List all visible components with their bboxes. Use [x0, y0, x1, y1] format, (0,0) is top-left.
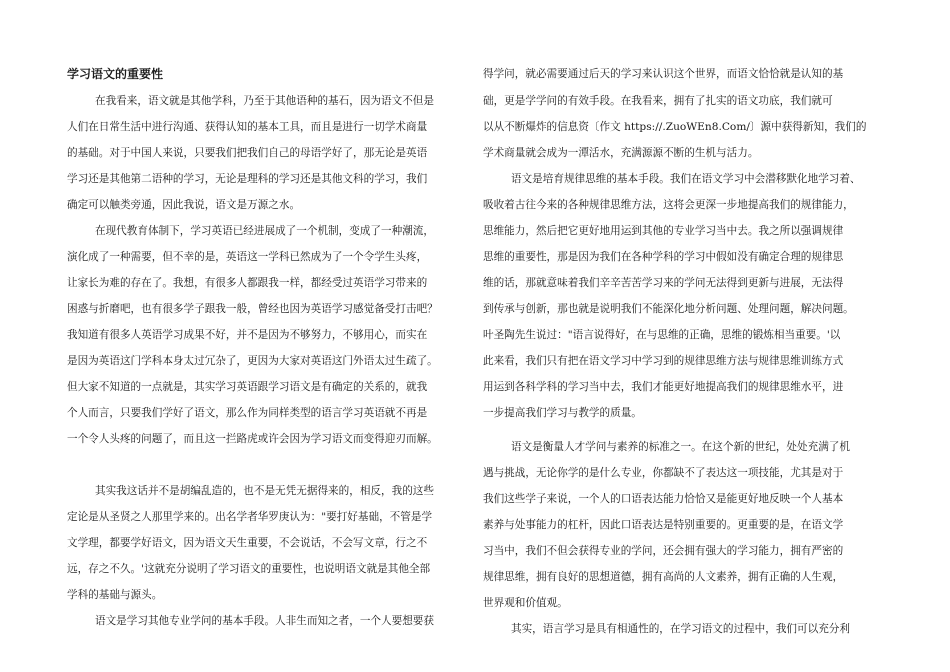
text-line: 学科的基础与源头。: [67, 589, 163, 601]
text-line: 我知道有很多人英语学习成果不好，并不是因为不够努力，不够用心，而实在: [67, 329, 428, 341]
text-line: 维的话，那就意味着我们辛辛苦苦学习来的学问无法得到更新与进展，无法得: [483, 277, 844, 289]
document-title: 学习语文的重要性: [67, 67, 164, 81]
text-line: 思维的重要性，那是因为我们在各种学科的学习中假如没有确定合理的规律思: [483, 251, 844, 263]
text-line: 一个令人头疼的问题了，而且这一拦路虎或许会因为学习语文而变得迎刃而解。: [67, 433, 438, 445]
text-line: 演化成了一种需要，但不幸的是，英语这一学科已然成为了一个令学生头疼，: [67, 251, 428, 263]
text-line: 在我看来，语文就是其他学科，乃至于其他语种的基石，因为语文不但是: [95, 95, 434, 107]
text-line: 在现代教育体制下，学习英语已经进展成了一个机制，变成了一种潮流，: [95, 225, 434, 237]
text-line: 础，更是学学问的有效手段。在我看来，拥有了扎实的语文功底，我们就可: [483, 95, 833, 107]
text-line: 文学理，都要学好语文，因为语文天生重要，不会说话，不会写文章，行之不: [67, 537, 428, 549]
text-line: 学习还是其他第二语种的学习，无论是理科的学习还是其他文科的学习，我们: [67, 173, 428, 185]
text-line: 语文是培育规律思维的基本手段。我们在语文学习中会潜移默化地学习着、: [511, 173, 861, 185]
text-line: 的基础。对于中国人来说，只要我们把我们自己的母语学好了，那无论是英语: [67, 147, 428, 159]
text-line: 思维能力，然后把它更好地用运到其他的专业学习当中去。我之所以强调规律: [483, 225, 844, 237]
text-line: 遇与挑战，无论你学的是什么专业，你都缺不了表达这一项技能，尤其是对于: [483, 467, 844, 479]
text-line: 素养与处事能力的杠杆，因此口语表达是特别重要的。更重要的是，在语文学: [483, 519, 844, 531]
text-line: 困惑与折磨吧，也有很多学子跟我一般，曾经也因为英语学习感觉备受打击吧？: [67, 303, 438, 315]
text-line: 一步提高我们学习与教学的质量。: [483, 407, 642, 419]
text-line: 叶圣陶先生说过："语言说得好，在与思维的正确，思维的锻炼相当重要。'以: [483, 329, 841, 341]
text-line: 此来看，我们只有把在语文学习中学习到的规律思维方法与规律思维训练方式: [483, 355, 844, 367]
text-line: 语文是衡量人才学问与素养的标准之一。在这个新的世纪，处处充满了机: [511, 441, 850, 453]
text-line: 其实我这话并不是胡编乱造的，也不是无凭无据得来的，相反，我的这些: [95, 485, 434, 497]
text-line: 用运到各科学科的学习当中去，我们才能更好地提高我们的规律思维水平，进: [483, 381, 844, 393]
text-line: 规律思维，拥有良好的思想道德，拥有高尚的人文素养，拥有正确的人生观，: [483, 571, 844, 583]
text-line: 世界观和价值观。: [483, 597, 568, 609]
text-line: 让家长为难的存在了。我想，有很多人都跟我一样，都经受过英语学习带来的: [67, 277, 428, 289]
text-line: 得学问，就必需要通过后天的学习来认识这个世界，而语文恰恰就是认知的基: [483, 68, 844, 80]
text-line: 是因为英语这门学科本身太过冗杂了，更因为大家对英语这门外语太过生疏了。: [67, 355, 438, 367]
text-line: 到传承与创新，那也就是说明我们不能深化地分析问题、处理问题，解决问题。: [483, 303, 854, 315]
text-line: 个人而言，只要我们学好了语文，那么作为同样类型的语言学习英语就不再是: [67, 407, 428, 419]
text-line: 学术商量就会成为一潭活水，充满源源不断的生机与活力。: [483, 147, 759, 159]
text-line: 远，存之不久。'这就充分说明了学习语文的重要性，也说明语文就是其他全部: [67, 563, 431, 575]
text-line: 以从不断爆炸的信息资〔作文 https://.ZuoWEn8.Com/〕源中获得新知，我们的: [483, 121, 867, 133]
text-line: 确定可以触类旁通，因此我说，语文是万源之水。: [67, 199, 301, 211]
text-line: 其实，语言学习是具有相通性的，在学习语文的过程中，我们可以充分利: [511, 623, 850, 635]
text-line: 我们这些学子来说，一个人的口语表达能力恰恰又是能更好地反映一个人基本: [483, 493, 844, 505]
text-line: 语文是学习其他专业学问的基本手段。人非生而知之者，一个人要想要获: [95, 615, 434, 627]
text-line: 但大家不知道的一点就是，其实学习英语跟学习语文是有确定的关系的，就我: [67, 381, 428, 393]
text-line: 吸收着古往今来的各种规律思维方法，这将会更深一步地提高我们的规律能力，: [483, 199, 854, 211]
text-line: 习当中，我们不但会获得专业的学问，还会拥有强大的学习能力，拥有严密的: [483, 545, 844, 557]
text-line: 人们在日常生活中进行沟通、获得认知的基本工具，而且是进行一切学术商量: [67, 121, 428, 133]
text-line: 定论是从圣贤之人那里学来的。出名学者华罗庚认为："要打好基础，不管是学: [67, 511, 433, 523]
